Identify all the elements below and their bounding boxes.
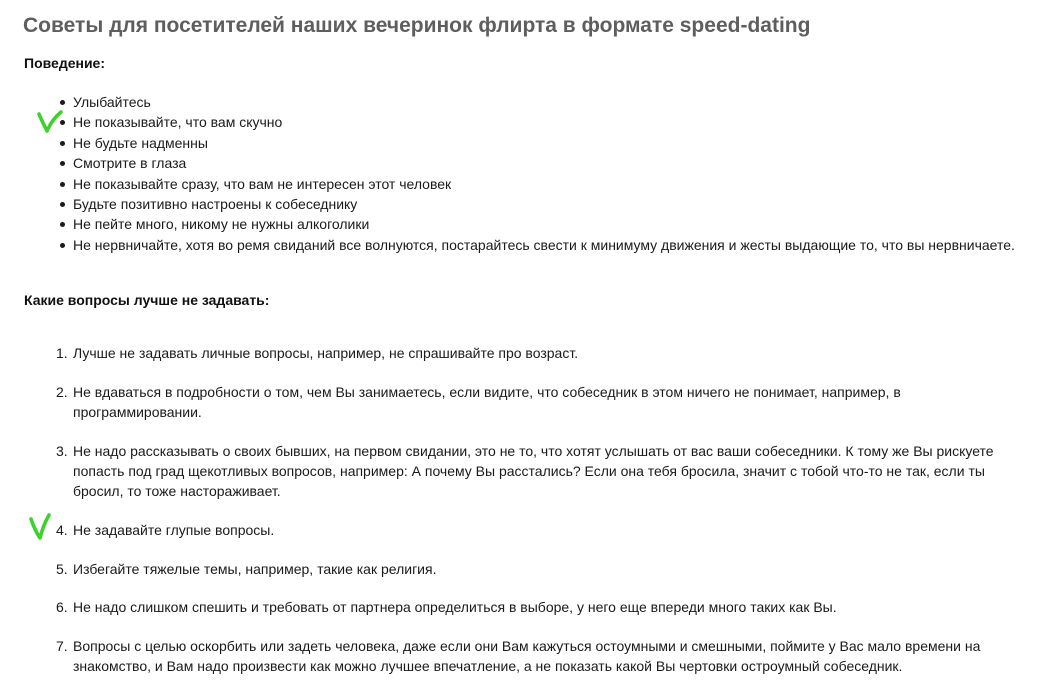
- list-item: Не показывайте, что вам скучно: [73, 112, 1023, 132]
- item-text: Не задавайте глупые вопросы.: [73, 522, 275, 538]
- list-item: [56, 559, 1031, 579]
- behavior-heading: Поведение:: [24, 55, 106, 71]
- item-number: 1.: [56, 345, 68, 361]
- item-text: Не надо рассказывать о своих бывших, на первом свидании, это не то, что хотят услышать от вас ваши собеседники. К тому же Вы рискуете попасть под град щекотливых вопросов, например: А почему Вы расстались? Если она тебя бросила, значит с тобой что-то не так, если ты бросил, то тоже настораживает.: [73, 442, 994, 500]
- item-number: 2.: [56, 383, 68, 400]
- checkmark-icon: [28, 512, 52, 542]
- list-item: [56, 636, 1031, 677]
- item-text: Вопросы с целью оскорбить или задеть человека, даже если они Вам кажуться остоумными и смешными, поймите у Вас мало времени на знакомство, и Вам надо произвести как можно лучшее впечатление, а не показать какой Вы чертовки остроумный собеседник.: [73, 637, 981, 675]
- questions-heading: Какие вопросы лучше не задавать:: [24, 292, 270, 308]
- list-item: Не нервничайте, хотя во ремя свиданий все волнуются, постарайтесь свести к минимуму движения и жесты выдающие то, что вы нервничаете.: [73, 235, 1023, 255]
- item-text: Лучше не задавать личные вопросы, например, не спрашивайте про возраст.: [73, 345, 579, 361]
- list-item: [56, 343, 1031, 363]
- item-number: 4.: [56, 522, 68, 538]
- item-number: 3.: [56, 442, 68, 459]
- item-number: 7.: [56, 637, 68, 654]
- item-number: 6.: [56, 599, 68, 616]
- item-text: Не надо слишком спешить и требовать от партнера определиться в выборе, у него еще впереди много таких как Вы.: [73, 599, 837, 616]
- list-item: Будьте позитивно настроены к собеседнику: [73, 194, 1023, 214]
- item-number: 5.: [56, 560, 68, 577]
- page-title: Советы для посетителей наших вечеринок флирта в формате speed-dating: [23, 14, 811, 37]
- item-text: Не вдаваться в подробности о том, чем Вы занимаетесь, если видите, что собеседник в этом ничего не понимает, например, в программировании.: [73, 383, 901, 420]
- list-item: [56, 597, 1031, 617]
- list-item: Не будьте надменны: [73, 133, 1023, 153]
- item-text: Избегайте тяжелые темы, например, такие как религия.: [73, 560, 437, 577]
- list-item: [56, 382, 1031, 423]
- list-item: Улыбайтесь: [73, 92, 1023, 112]
- list-item: Не пейте много, никому не нужны алкоголики: [73, 214, 1023, 234]
- list-item: [56, 520, 1031, 540]
- list-item: Не показывайте сразу, что вам не интересен этот человек: [73, 174, 1023, 194]
- behavior-list: [73, 92, 1023, 255]
- list-item: [56, 441, 1031, 502]
- questions-list: [56, 343, 1031, 677]
- list-item: Смотрите в глаза: [73, 153, 1023, 173]
